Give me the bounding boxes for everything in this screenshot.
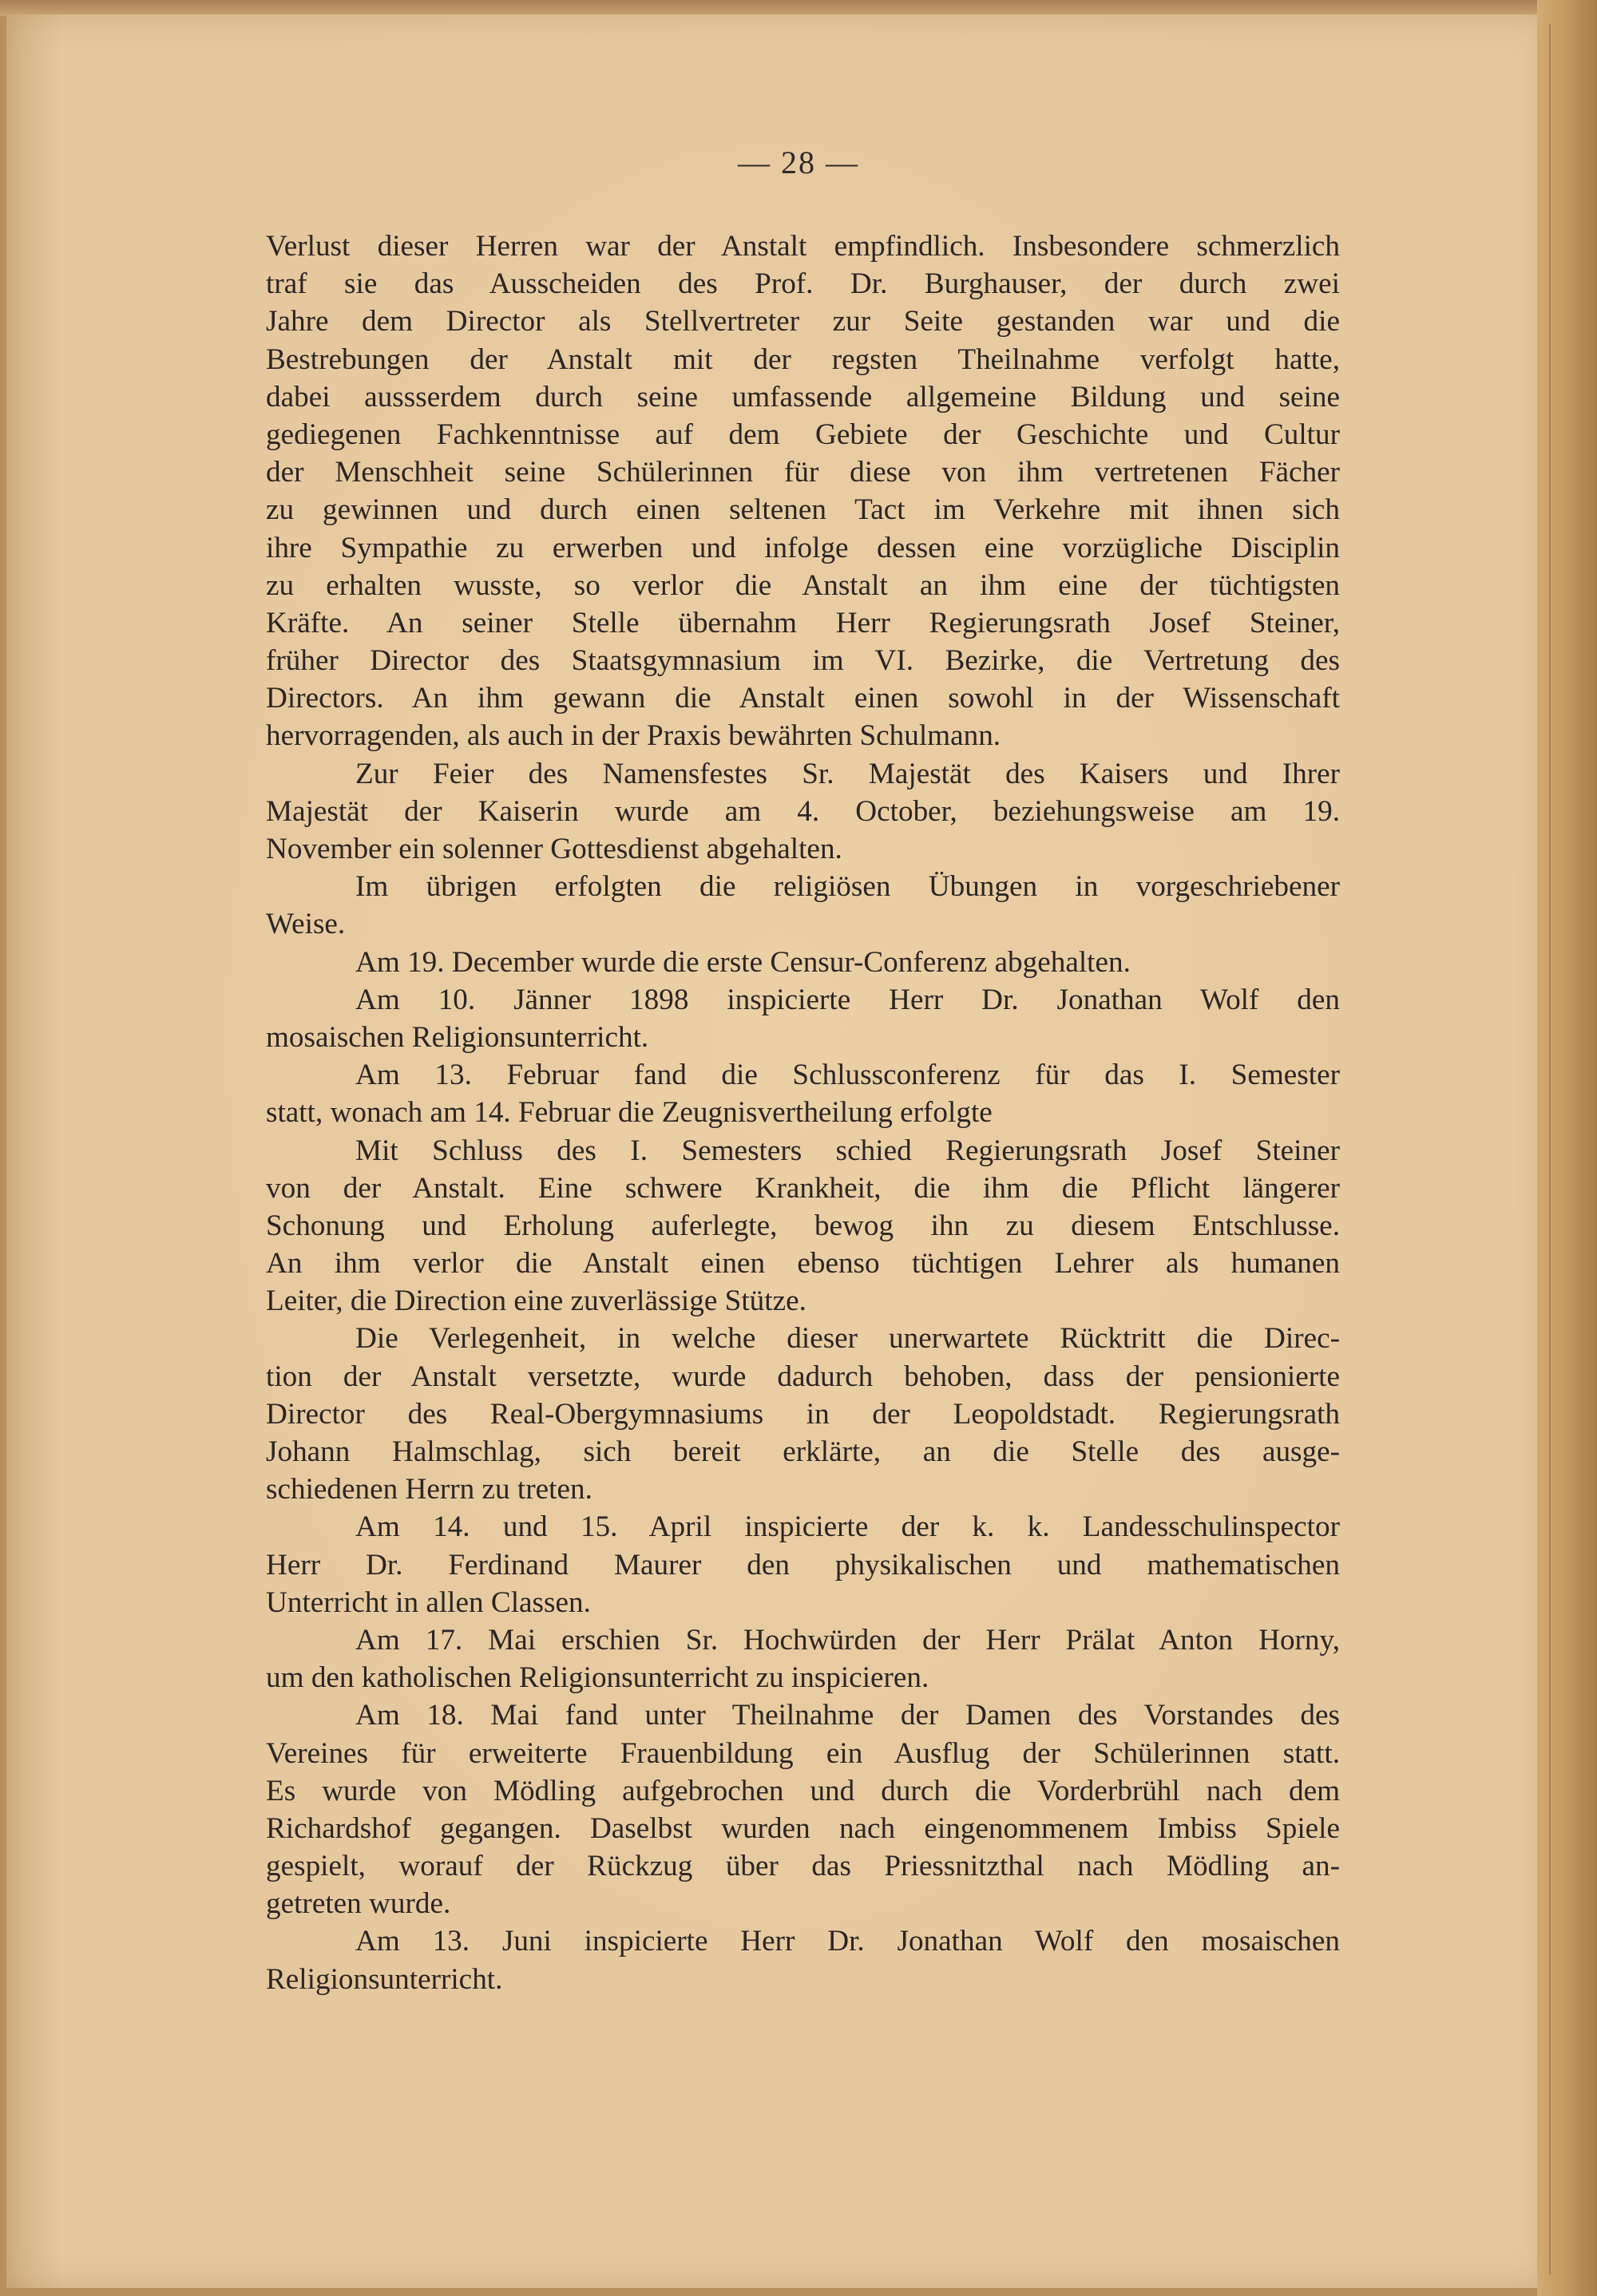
page-number: — 28 —: [738, 144, 859, 180]
text-line: Zur Feier des Namensfestes Sr. Majestät des Kaisers und Ihrer: [355, 757, 1340, 790]
text-line: November ein solenner Gottesdienst abgehalten.: [266, 833, 842, 865]
text-line: der Menschheit seine Schülerinnen für diese von ihm vertretenen Fächer: [266, 456, 1340, 489]
text-line: Am 14. und 15. April inspicierte der k. k. Landesschulinspector: [355, 1510, 1340, 1544]
text-line: tion der Anstalt versetzte, wurde dadurch behoben, dass der pensionierte: [266, 1360, 1340, 1393]
text-line: Johann Halmschlag, sich bereit erklärte, an die Stelle des ausge-: [266, 1435, 1340, 1468]
text-line: Richardshof gegangen. Daselbst wurden nach eingenommenem Imbiss Spiele: [266, 1811, 1340, 1845]
text-line: Am 13. Februar fand die Schlussconferenz für das I. Semester: [355, 1059, 1340, 1092]
text-line: von der Anstalt. Eine schwere Krankheit, die ihm die Pflicht längerer: [266, 1171, 1340, 1205]
text-line: Verlust dieser Herren war der Anstalt empfindlich. Insbesondere schmerzlich: [266, 230, 1340, 263]
text-line: gediegenen Fachkenntnisse auf dem Gebiete der Geschichte und Cultur: [266, 418, 1340, 451]
text-line: Am 17. Mai erschien Sr. Hochwürden der Herr Prälat Anton Horny,: [355, 1623, 1340, 1657]
body-text: [266, 228, 1340, 1998]
text-line: gespielt, worauf der Rückzug über das Priessnitzthal nach Mödling an-: [266, 1850, 1340, 1883]
text-line: hervorragenden, als auch in der Praxis bewährten Schulmann.: [266, 719, 1001, 753]
text-line: Am 10. Jänner 1898 inspicierte Herr Dr. Jonathan Wolf den: [355, 983, 1340, 1016]
text-line: Am 13. Juni inspicierte Herr Dr. Jonathan Wolf den mosaischen: [355, 1925, 1340, 1958]
text-line: um den katholischen Religionsunterricht zu inspicieren.: [266, 1661, 929, 1695]
text-line: Kräfte. An seiner Stelle übernahm Herr Regierungsrath Josef Steiner,: [266, 606, 1340, 639]
text-line: Es wurde von Mödling aufgebrochen und durch die Vorderbrühl nach dem: [266, 1774, 1340, 1807]
text-line: Herr Dr. Ferdinand Maurer den physikalischen und mathematischen: [266, 1548, 1340, 1581]
text-line: Bestrebungen der Anstalt mit der regsten Theilnahme verfolgt hatte,: [266, 342, 1340, 376]
text-line: Directors. An ihm gewann die Anstalt einen sowohl in der Wissenschaft: [266, 682, 1340, 715]
text-line: Mit Schluss des I. Semesters schied Regierungsrath Josef Steiner: [355, 1134, 1340, 1167]
text-line: Director des Real-Obergymnasiums in der Leopoldstadt. Regierungsrath: [266, 1397, 1340, 1431]
text-line: zu erhalten wusste, so verlor die Anstalt an ihm eine der tüchtigsten: [266, 568, 1340, 602]
text-line: statt, wonach am 14. Februar die Zeugnisvertheilung erfolgte: [266, 1096, 993, 1130]
text-line: Am 18. Mai fand unter Theilnahme der Damen des Vorstandes des: [355, 1699, 1340, 1732]
text-line: Im übrigen erfolgten die religiösen Übungen in vorgeschriebener: [355, 870, 1340, 904]
text-line: getreten wurde.: [266, 1887, 451, 1921]
text-line: Majestät der Kaiserin wurde am 4. October, beziehungsweise am 19.: [266, 794, 1340, 828]
text-line: früher Director des Staatsgymnasium im VI. Bezirke, die Vertretung des: [266, 644, 1340, 678]
text-line: Jahre dem Director als Stellvertreter zur Seite gestanden war und die: [266, 305, 1340, 338]
text-line: Weise.: [266, 908, 346, 941]
page-fold-line: [1549, 24, 1551, 2275]
text-line: Unterricht in allen Classen.: [266, 1585, 591, 1619]
text-line: Religionsunterricht.: [266, 1962, 503, 1996]
text-line: schiedenen Herrn zu treten.: [266, 1473, 592, 1506]
text-line: zu gewinnen und durch einen seltenen Tact im Verkehre mit ihnen sich: [266, 493, 1340, 527]
text-line: dabei aussserdem durch seine umfassende allgemeine Bildung und seine: [266, 380, 1340, 414]
text-line: ihre Sympathie zu erwerben und infolge dessen eine vorzügliche Disciplin: [266, 531, 1340, 564]
page-right-edge: [1537, 0, 1597, 2296]
page-top-edge: [0, 0, 1597, 16]
text-line: Am 19. December wurde die erste Censur-Conferenz abgehalten.: [355, 945, 1131, 979]
text-line: Schonung und Erholung auferlegte, bewog ihn zu diesem Entschlusse.: [266, 1209, 1340, 1242]
text-line: Vereines für erweiterte Frauenbildung ein Ausflug der Schülerinnen statt.: [266, 1736, 1340, 1770]
text-line: mosaischen Religionsunterricht.: [266, 1020, 649, 1054]
text-line: traf sie das Ausscheiden des Prof. Dr. Burghauser, der durch zwei: [266, 267, 1340, 301]
text-line: Leiter, die Direction eine zuverlässige Stütze.: [266, 1285, 806, 1318]
text-line: An ihm verlor die Anstalt einen ebenso tüchtigen Lehrer als humanen: [266, 1247, 1340, 1281]
text-line: Die Verlegenheit, in welche dieser unerwartete Rücktritt die Direc-: [355, 1322, 1340, 1356]
